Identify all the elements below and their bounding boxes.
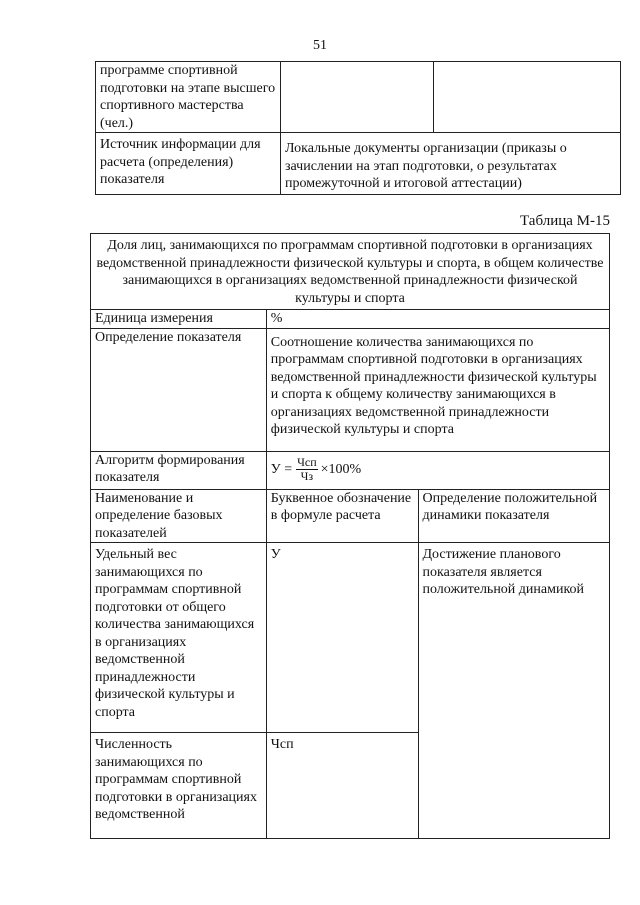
row2-name: Численность занимающихся по программам спортивной подготовки в организациях ведомственной <box>91 733 267 839</box>
indicator-title: Доля лиц, занимающихся по программам спортивной подготовки в организациях ведомственной принадлежности физической культуры и спорта, в общем количестве занимающихся в организациях ведомственной принадлежности физической культуры и спорта <box>91 234 610 310</box>
main-table <box>90 233 610 839</box>
row1-dynamics: Достижение планового показателя является положительной динамикой <box>418 543 610 839</box>
formula-numerator: Чсп <box>297 455 317 469</box>
definition-value: Соотношение количества занимающихся по программам спортивной подготовки в организациях ведомственной принадлежности физической культуры и спорта к общему количеству занимающихся в организациях ведомственной принадлежности физической культуры и спорта <box>266 328 609 451</box>
header-dynamics: Определение положительной динамики показателя <box>418 489 610 543</box>
table-caption: Таблица М-15 <box>520 213 610 229</box>
formula-fraction <box>296 456 318 483</box>
top-row2-label: Источник информации для расчета (определения) показателя <box>96 133 281 195</box>
top-row1-col2 <box>281 62 434 133</box>
top-row1-col3 <box>434 62 621 133</box>
formula <box>271 452 605 487</box>
algorithm-label: Алгоритм формирования показателя <box>91 451 267 489</box>
formula-lhs: У = <box>270 461 293 477</box>
table-row <box>91 234 610 310</box>
formula-denominator: Чз <box>300 469 314 483</box>
table-row <box>91 328 610 451</box>
formula-cell <box>266 451 609 489</box>
row1-name: Удельный вес занимающихся по программам спортивной подготовки от общего количества занимающихся в организациях ведомственной принадлежности физической культуры и спорта <box>91 543 267 733</box>
top-table <box>95 61 621 195</box>
header-name: Наименование и определение базовых показателей <box>91 489 267 543</box>
page-number: 51 <box>313 38 327 53</box>
row1-symbol: У <box>266 543 418 733</box>
header-symbol: Буквенное обозначение в формуле расчета <box>266 489 418 543</box>
definition-label: Определение показателя <box>91 328 267 451</box>
top-row1-label: программе спортивной подготовки на этапе высшего спортивного мастерства (чел.) <box>96 62 281 133</box>
row2-symbol: Чсп <box>266 733 418 839</box>
unit-value: % <box>266 310 609 329</box>
formula-rhs: ×100% <box>320 461 362 477</box>
table-row <box>91 543 610 733</box>
table-row <box>96 62 621 133</box>
table-row <box>91 310 610 329</box>
unit-label: Единица измерения <box>91 310 267 329</box>
table-row <box>91 489 610 543</box>
table-row <box>96 133 621 195</box>
table-row <box>91 451 610 489</box>
top-row2-value: Локальные документы организации (приказы о зачислении на этап подготовки, о результатах промежуточной и итоговой аттестации) <box>281 133 621 195</box>
